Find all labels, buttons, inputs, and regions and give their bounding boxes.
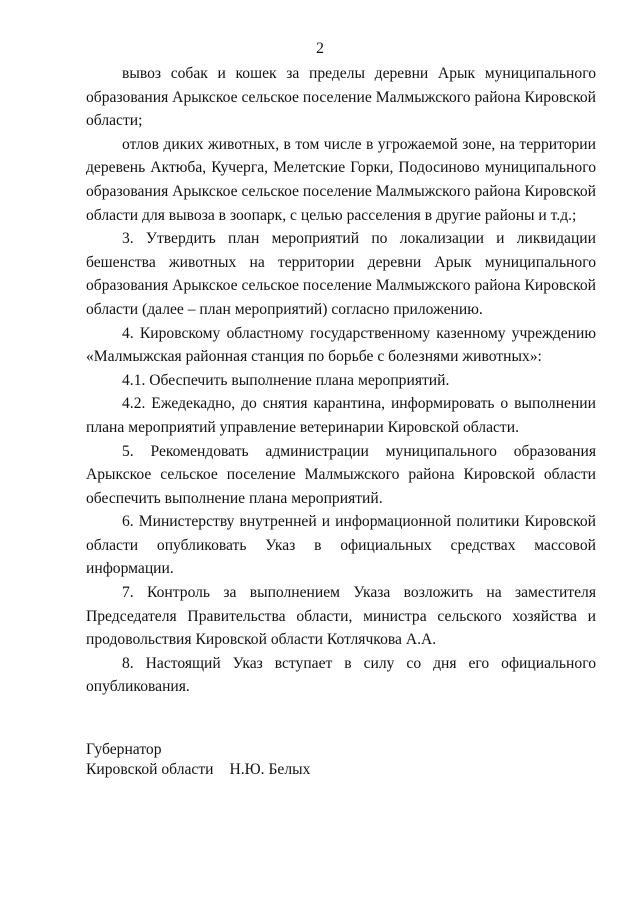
page-number: 2 [316, 40, 324, 57]
paragraph-item-4-1: 4.1. Обеспечить выполнение плана мероприятий. [122, 371, 450, 389]
document-body [86, 62, 596, 699]
paragraph-item-7: 7. Контроль за выполнением Указа возложить на заместителя Председателя Правительства области, министра сельского хозяйства и продовольствия Кировской области Котлячкова А.А. [86, 584, 596, 649]
signature-block [86, 740, 310, 780]
paragraph-wild-animal-capture: отлов диких животных, в том числе в угрожаемой зоне, на территории деревень Актюба, Кучерга, Мелетские Горки, Подосиново муниципального образования Арыкское сельское поселение Малмыжского района Кировской области для вывоза в зоопарк, с целью расселения в другие районы и т.д.; [86, 135, 596, 224]
paragraph-item-4: 4. Кировскому областному государственному казенному учреждению «Малмыжская районная станция по борьбе с болезнями животных»: [86, 324, 596, 366]
paragraph-item-4-2: 4.2. Ежедекадно, до снятия карантина, информировать о выполнении плана мероприятий управление ветеринарии Кировской области. [86, 395, 596, 436]
signature-name: Н.Ю. Белых [229, 761, 311, 778]
signature-region-line [86, 760, 310, 780]
paragraph-dog-cat-removal: вывоз собак и кошек за пределы деревни Арык муниципального образования Арыкское сельское поселение Малмыжского района Кировской области; [86, 65, 596, 130]
paragraph-item-8: 8. Настоящий Указ вступает в силу со дня его официального опубликования. [86, 654, 596, 696]
paragraph-item-3: 3. Утвердить план мероприятий по локализации и ликвидации бешенства животных на территории деревни Арык муниципального образования Арыкское сельское поселение Малмыжского района Кировской области (далее – план мероприятий) согласно приложению. [86, 230, 596, 318]
paragraph-item-6: 6. Министерству внутренней и информационной политики Кировской области опубликовать Указ в официальных средствах массовой информации. [86, 513, 596, 578]
signature-title: Губернатор [86, 741, 162, 758]
signature-region: Кировской области [86, 761, 214, 778]
paragraph-item-5: 5. Рекомендовать администрации муниципального образования Арыкское сельское поселение Малмыжского района Кировской области обеспечить выполнение плана мероприятий. [86, 442, 596, 507]
